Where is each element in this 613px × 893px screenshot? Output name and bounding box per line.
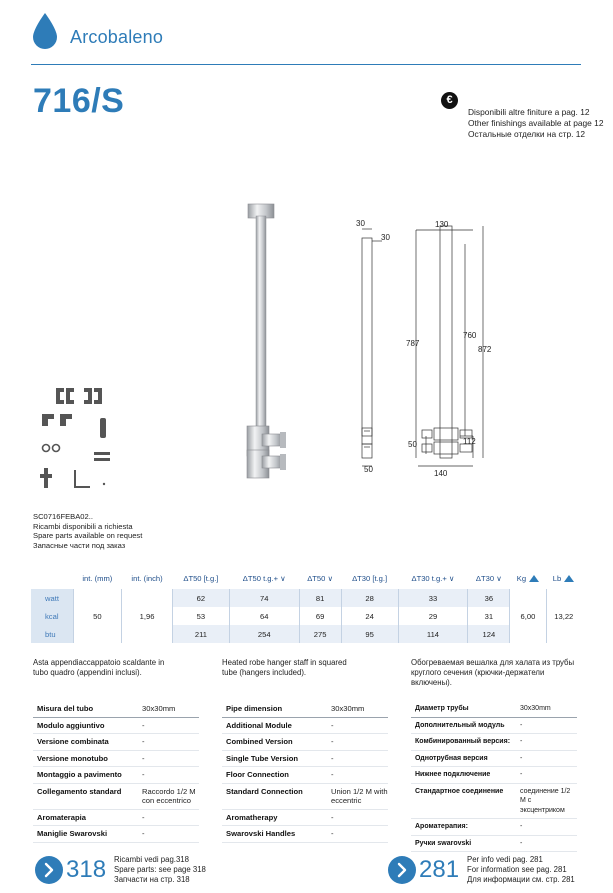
kg-value: 6,00	[510, 589, 546, 643]
spec-row: Maniglie Swarovski -	[33, 826, 199, 843]
header-lb: Lb	[546, 568, 581, 589]
description-ru: Обогреваемая вешалка для халата из трубы круглого сечения (крючки-держатели включены).	[411, 658, 575, 688]
header-dt50-v: ΔT50 ∨	[299, 568, 341, 589]
spec-row: Дополнительный модуль -	[411, 718, 577, 735]
header-int-inch: int. (inch)	[122, 568, 173, 589]
int-inch-value: 1,96	[122, 589, 173, 643]
spare-parts-link-arrow-icon[interactable]	[35, 856, 63, 884]
spare-parts-image	[26, 380, 112, 498]
info-page-number[interactable]: 281	[419, 856, 460, 883]
model-code: 716/S	[33, 82, 125, 120]
info-page-note: Per info vedi pag. 281 For information see pag. 281 Для информации см. стр. 281	[467, 855, 575, 884]
header-kg: Kg	[510, 568, 546, 589]
dim-140: 140	[434, 469, 448, 478]
description-en: Heated robe hanger staff in squared tube (hangers included).	[222, 658, 347, 678]
dim-30-a: 30	[356, 219, 365, 228]
spare-parts-page-note: Ricambi vedi pag.318 Spare parts: see page 318 Запчасти на стр. 318	[114, 855, 206, 884]
table-row: watt 50 1,96 62 74 81 28 33 36 6,00 13,22	[31, 589, 581, 607]
spec-row: Ароматерапия: -	[411, 819, 577, 836]
spec-row: Aromaterapia -	[33, 810, 199, 827]
dim-130: 130	[435, 220, 449, 229]
finishings-note: Disponibili altre finiture a pag. 12 Other finishings available at page 12 Остальные отделки на стр. 12	[468, 107, 604, 139]
spec-table-ru	[411, 701, 577, 852]
water-drop-logo-icon	[31, 12, 59, 50]
spec-row: Versione combinata -	[33, 734, 199, 751]
spec-table-en	[222, 701, 388, 843]
euro-finish-icon: €	[441, 92, 458, 109]
spec-row: Aromatherapy -	[222, 810, 388, 827]
dim-50-b: 50	[364, 465, 373, 474]
dim-112: 112	[463, 437, 476, 446]
header-dt30-tgv: ΔT30 t.g.+ ∨	[398, 568, 468, 589]
dim-30-b: 30	[381, 233, 390, 242]
header-dt50-tg: ΔT50 [t.g.]	[172, 568, 229, 589]
spare-parts-code: SC0716FEBA02..	[33, 512, 93, 521]
weight-triangle-icon	[564, 575, 574, 582]
spec-row: Стандартное соединение соединение 1/2 М с эксцентриком	[411, 784, 577, 820]
dim-787: 787	[406, 339, 420, 348]
dim-760: 760	[463, 331, 477, 340]
spec-row: Комбинированный версия: -	[411, 734, 577, 751]
spec-table-it	[33, 701, 199, 843]
spec-row: Диаметр трубы 30x30mm	[411, 701, 577, 718]
int-mm-value: 50	[73, 589, 122, 643]
table-row: btu 211 254 275 95 114 124	[31, 625, 581, 643]
spec-row: Swarovski Handles -	[222, 826, 388, 843]
header-dt30-tg: ΔT30 [t.g.]	[341, 568, 398, 589]
spare-parts-page-number[interactable]: 318	[66, 856, 107, 883]
spec-row: Additional Module -	[222, 718, 388, 735]
weight-triangle-icon	[529, 575, 539, 582]
spec-row: Montaggio a pavimento -	[33, 767, 199, 784]
spec-row: Misura del tubo 30x30mm	[33, 701, 199, 718]
header-dt30-v: ΔT30 ∨	[468, 568, 510, 589]
spec-row: Standard Connection Union 1/2 M with eccentric	[222, 784, 388, 810]
table-row: kcal 53 64 69 24 29 31	[31, 607, 581, 625]
performance-table	[31, 568, 581, 643]
spec-row: Pipe dimension 30x30mm	[222, 701, 388, 718]
spec-row: Modulo aggiuntivo -	[33, 718, 199, 735]
spec-row: Combined Version -	[222, 734, 388, 751]
spec-row: Нижнее подключение -	[411, 767, 577, 784]
header-int-mm: int. (mm)	[73, 568, 122, 589]
spec-row: Collegamento standard Raccordo 1/2 M con eccentrico	[33, 784, 199, 810]
description-it: Asta appendiaccappatoio scaldante in tubo quadro (appendini inclusi).	[33, 658, 165, 678]
dim-50-a: 50	[408, 440, 417, 449]
header-divider	[31, 64, 581, 65]
header-dt50-tgv: ΔT50 t.g.+ ∨	[229, 568, 299, 589]
spec-row: Однотрубная версия -	[411, 751, 577, 768]
info-link-arrow-icon[interactable]	[388, 856, 416, 884]
dim-872: 872	[478, 345, 492, 354]
lb-value: 13,22	[546, 589, 581, 643]
spare-parts-info: SC0716FEBA02.. Ricambi disponibili a richiesta Spare parts available on request Запасные части под заказ	[33, 512, 143, 550]
spec-row: Versione monotubo -	[33, 751, 199, 768]
spec-row: Single Tube Version -	[222, 751, 388, 768]
technical-drawing	[352, 214, 502, 480]
spec-row: Ручки swarovski -	[411, 836, 577, 853]
product-image-robe-hanger	[238, 194, 298, 494]
spec-row: Floor Connection -	[222, 767, 388, 784]
brand-name: Arcobaleno	[70, 27, 164, 47]
